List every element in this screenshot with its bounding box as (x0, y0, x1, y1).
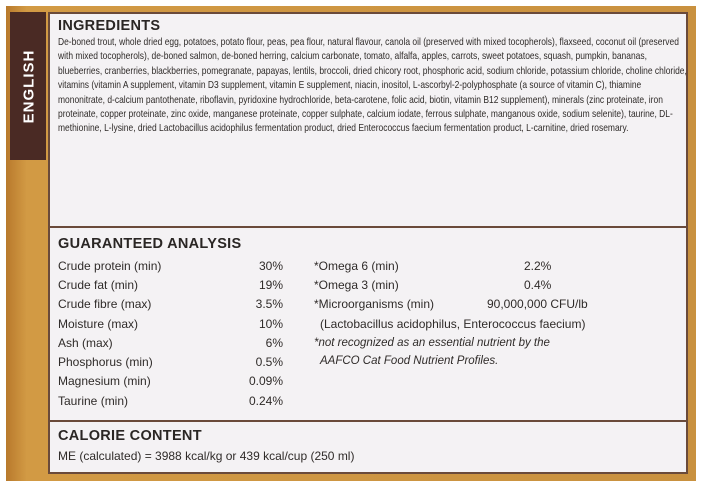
calorie-content-panel (48, 420, 688, 474)
analysis-row-name: Moisture (max) (58, 317, 139, 331)
analysis-row-value: 10% (258, 317, 283, 331)
analysis-row-name: Taurine (min) (58, 394, 129, 408)
calorie-content-title: CALORIE CONTENT (58, 428, 202, 444)
analysis-row-value: 30% (258, 259, 283, 273)
analysis-row-value: 6% (265, 336, 283, 350)
analysis-row-value: 0.5% (255, 355, 283, 369)
analysis-row-name: Crude protein (min) (58, 259, 162, 273)
footnote-line-2: AAFCO Cat Food Nutrient Profiles. (320, 355, 499, 367)
analysis-row-value: 19% (258, 278, 283, 292)
analysis-row-value: 0.24% (248, 394, 283, 408)
analysis-row-name: Crude fibre (max) (58, 297, 152, 311)
analysis-row-name: Crude fat (min) (58, 278, 139, 292)
analysis-row-name: *Microorganisms (min) (314, 297, 435, 311)
analysis-row-name: Ash (max) (58, 336, 113, 350)
guaranteed-analysis-panel (48, 226, 688, 424)
analysis-row-name: Phosphorus (min) (58, 355, 153, 369)
calorie-content-text: ME (calculated) = 3988 kcal/kg or 439 kcal/cup (250 ml) (58, 449, 355, 463)
guaranteed-analysis-title: GUARANTEED ANALYSIS (58, 236, 242, 252)
analysis-row-value: 90,000,000 CFU/lb (487, 297, 588, 311)
analysis-row-name: *Omega 3 (min) (314, 278, 399, 292)
analysis-row-name: Magnesium (min) (58, 374, 151, 388)
analysis-row-value: 0.4% (524, 278, 552, 292)
footnote-line-1: *not recognized as an essential nutrient by the (314, 337, 550, 349)
analysis-row-value: 2.2% (524, 259, 552, 273)
analysis-row-value: 0.09% (248, 374, 283, 388)
analysis-row-name: *Omega 6 (min) (314, 259, 399, 273)
language-tab-text (12, 12, 46, 160)
language-tab-label: ENGLISH (20, 49, 38, 123)
ingredients-text: De-boned trout, whole dried egg, potatoes, potato flour, peas, pea flour, natural flavour, canola oil (preserved with mixed tocopherols), flaxseed, coconut oil (preserved with mixed tocopherols), de-boned salmon, de-boned herring, calcium carbonate, tomato, alfalfa, apples, carrots, sweet potatoes, squash, pumpkin, bananas, blueberries, cranberries, blackberries, pomegranate, papayas, lentils, broccoli, dried chicory root, phosphoric acid, sodium chloride, potassium chloride, choline chloride, vitamins (vitamin A supplement, vitamin D3 supplement, vitamin E supplement, niacin, inositol, L-ascorbyl-2-polyphosphate (a source of vitamin C), thiamine mononitrate, d-calcium pantothenate, riboflavin, pyridoxine hydrochloride, beta-carotene, folic acid, biotin, vitamin B12 supplement), minerals (zinc proteinate, iron proteinate, copper proteinate, zinc oxide, manganese proteinate, copper sulphate, calcium iodate, ferrous sulphate, manganous oxide, sodium selenite), taurine, DL-methionine, L-lysine, dried Lactobacillus acidophilus fermentation product, dried Enterococcus faecium fermentation product, L-carnitine, dried rosemary. (58, 37, 687, 135)
ingredients-panel (48, 12, 688, 230)
ingredients-title: INGREDIENTS (58, 18, 161, 34)
analysis-row-value: 3.5% (255, 297, 283, 311)
microorganisms-detail: (Lactobacillus acidophilus, Enterococcus faecium) (320, 317, 586, 331)
